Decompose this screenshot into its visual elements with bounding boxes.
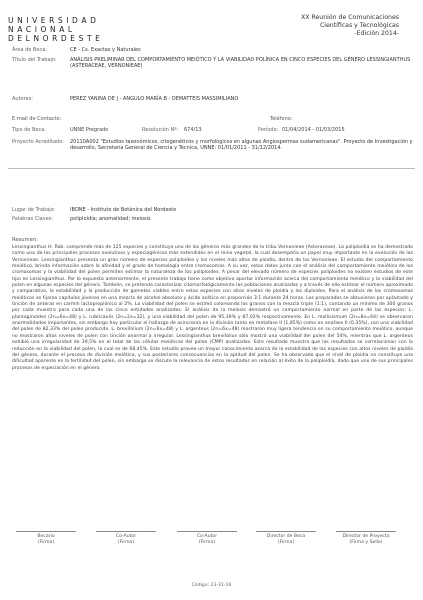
period-value: 01/04/2014 - 01/03/2015 [282, 127, 345, 133]
event-header [301, 14, 399, 38]
type-label: Tipo de Beca: [12, 127, 46, 133]
workplace-label: Lugar de Trabajo: [12, 207, 56, 213]
event-line-2: Científicas y Tecnológicas [319, 22, 399, 29]
area-value: CE - Cs. Exactas y Naturales [70, 47, 141, 53]
email-label: E-mail de Contacto: [12, 116, 62, 122]
authors-row [12, 96, 415, 103]
signature-role: Director de Beca [266, 534, 306, 539]
signature-director-proyecto [336, 531, 396, 546]
abstract-label: Resumen: [12, 237, 38, 243]
area-label: Área de Beca: [12, 47, 47, 53]
project-value: 20110A002 "Estudios taxonómicos, citogenéticos y morfológicos en algunas Angiospermas sudamericanas". Proyecto de Investigación y desarrollo, Secretaría General de Ciencia y Técnica, UNNE: 01/01/2011 - 31/12/2014. [70, 139, 413, 152]
signature-role: Co-Autor [115, 534, 137, 539]
title-value: ANÁLISIS PRELIMINAR DEL COMPORTAMIENTO MEIÓTICO Y LA VIABILIDAD POLÍNICA EN CINCO ESPECIES DEL GÉNERO LESSINGIANTHUS (ASTERACEAE, VERNONIEAE) [70, 57, 411, 70]
signature-sub: (Firma y Sello) [349, 540, 383, 545]
area-row [12, 47, 415, 54]
phone-label: Teléfono: [270, 116, 293, 122]
title-row [12, 57, 415, 77]
signature-becario [16, 531, 76, 546]
signature-role: Co-Autor [196, 534, 218, 539]
divider [8, 168, 415, 169]
signature-sub: (Firma) [277, 540, 295, 545]
keywords-row [12, 216, 415, 223]
scholarship-row [12, 127, 415, 134]
event-line-3: -Edición 2014- [354, 30, 399, 37]
signature-coautor-2 [177, 531, 237, 546]
type-value: UNNE Pregrado [70, 127, 109, 133]
signature-role: Director de Proyecto [342, 534, 390, 539]
signature-director-beca [256, 531, 316, 546]
authors-value: PEREZ YANINA DE J - ANGULO MARÍA B - DEMATTEIS MASSIMILIANO [70, 96, 239, 102]
project-label: Proyecto Acreditado: [12, 139, 64, 145]
university-line-1: U N I V E R S I D A D [8, 16, 97, 25]
signature-coautor-1 [96, 531, 156, 546]
keywords-label: Palabras Claves: [12, 216, 54, 222]
workplace-value: IBONE - Instituto de Botánica del Nordeste [70, 207, 177, 213]
signature-role: Becario [37, 534, 55, 539]
contact-row [12, 116, 413, 122]
event-line-1: XX Reunión de Comunicaciones [301, 14, 399, 21]
university-line-3: D E L N O R D E S T E [8, 34, 101, 43]
resolution-label: Resolución Nº: [142, 127, 179, 133]
workplace-row [12, 207, 415, 214]
resolution-value: 674/13 [184, 127, 202, 133]
keywords-value: poliploidía; anomalidad; meiosis [70, 216, 151, 222]
signature-sub: (Firma) [37, 540, 55, 545]
title-label: Título del Trabajo: [12, 57, 57, 63]
signature-sub: (Firma) [198, 540, 216, 545]
period-label: Período: [258, 127, 279, 133]
signature-sub: (Firma) [117, 540, 135, 545]
abstract-text: Lessingianthus H. Rob. comprende más de 125 especies y constituye uno de los géneros más grandes de la tribu Vernonieae (Asteraceae). La poliploidía se ha demostrado como uno de los principales procesos evolutivos y especiogénicos más extendidos en el reino vegetal, la cual desempeña un papel muy importante en la evolución de las Vernonieae. Lessingianthus presenta un gran número de especies poliploides y los niveles más altos de ploidía, dentro de las Vernonieae. El estudio del comportamiento meiótico, brinda información sobre la afinidad y el grado de homología entre cromosomas. A su vez, estos datos junto con el análisis del comportamiento meiótico de los cromosomas y la viabilidad del polen permiten estimar la naturaleza de los poliploides. A pesar del elevado número de especies poliploides no existen estudios de este tipo en Lessingianthus. Por lo expuesto anteriormente, el presente trabajo tiene como objetivo aportar información acerca del comportamiento meiótico y la viabilidad del polen en algunas especies del género. También, se pretende caracterizar citomorfológicamente las poblaciones analizadas y a través de ello estimar el número aproximado y comparativo, la estabilidad y la producción de gametos viables entre estas especies con altos niveles de ploidía y los diploides. Para el análisis de los cromosomas meióticos se fijaron capítulos jóvenes en una mezcla de alcohol absoluto y ácido acético en proporción 3:1 durante 24 horas. Los preparados se obtuvieron por aplastado y tinción de anteras en carmín lactopropiónico al 2%. La viabilidad del polen se estimó coloreando los granos con la mezcla triple (1:1), contando un mínimo de 300 granos por cada muestra para cada una de las cinco entidades analizadas. El análisis de la meiosis demostró un comportamiento normal en parte de las especies: L. plantaginoides (2n=6x=48) y L. rubricaulis (2n=2x=32), y una viabilidad del polen de 95,39% y 87,02% respectivamente. En L. mollissimum (2n=8x=64) se observaron anormalidades importantes, sin embargo hay particular el hallazgo de asincronía en la división tanto en metafase II (1,85%) como en anafase II (0,35%), con una viabilidad del polen de 82,33% del polen producido. L. brevifolium (2n=6x=48) y L. argenteus (2n=6x=48) mostraron muy ligera tendencia en su comportamiento meiótico, aunque no mostraron altos niveles de polen con tinción anormal a irregular. Lessingianthus brevifolius sólo mostró una viabilidad del polen del 54%, mientras que L. argenteus exhibió una irregularidad de 39,5% en el total de las células meióticas del polen (CMP) analizadas. Este resultado muestra que los resultados se correlacionan con la reducción en la viabilidad del polen, la cual es de 68,45%. Este estudio provee un mayor conocimiento acerca de la estabilidad de las especies con altos niveles de ploidía del género, durante el proceso de división meiótica, y sus posteriores consecuencias en la aptitud del polen. Se ha observado que el nivel de ploidía no constituye una dificultad aparente en la fertilidad del polen, sin embargo se discute la relevancia de estos resultados en relación al éxito de la poliploidía, dado que uno de sus principales procesos de especiación en el género. [12, 245, 413, 371]
project-row [12, 139, 415, 161]
authors-label: Autores: [12, 96, 33, 102]
university-header [8, 16, 100, 43]
page-footer: Código: 23-31-16 [191, 583, 232, 588]
university-line-2: N A C I O N A L [8, 25, 73, 34]
